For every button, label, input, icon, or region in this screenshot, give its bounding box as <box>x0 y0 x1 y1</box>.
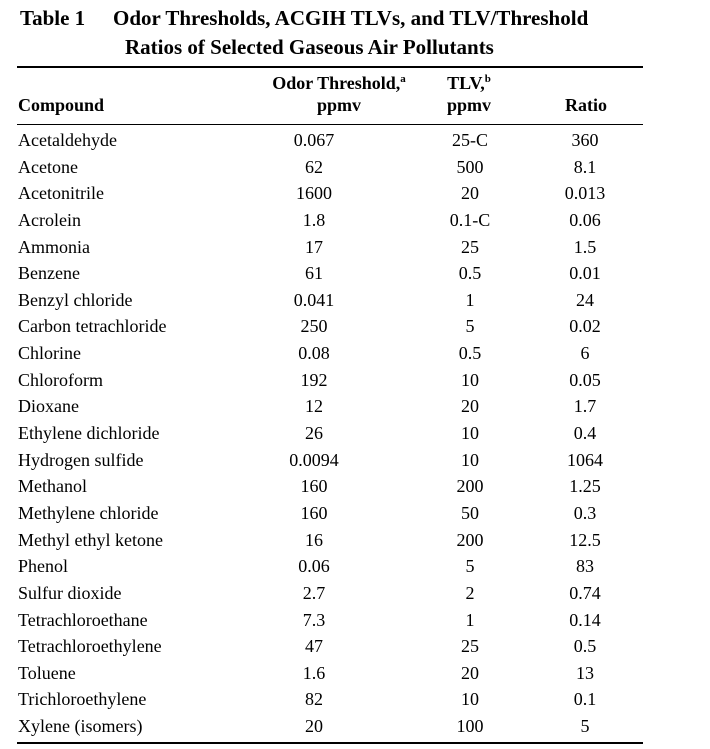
ratio-cell: 0.02 <box>569 316 601 337</box>
header-odor-threshold-unit: ppmv <box>316 95 361 115</box>
odor-threshold-cell: 12 <box>305 396 323 417</box>
ratio-cell: 0.06 <box>569 209 601 230</box>
odor-threshold-cell: 1.6 <box>302 662 326 683</box>
compound-cell: Phenol <box>18 556 69 577</box>
table-row <box>0 633 710 660</box>
ratio-cell: 0.5 <box>573 636 597 657</box>
compound-cell: Ethylene dichloride <box>18 423 160 444</box>
header-tlv-line1: TLV,$^b$ <box>447 73 491 93</box>
compound-cell: Dioxane <box>18 396 79 417</box>
ratio-cell: 0.4 <box>573 423 597 444</box>
tlv-cell: 0.1-C <box>449 209 491 230</box>
odor-threshold-cell: 160 <box>300 502 328 523</box>
table-row <box>0 340 710 367</box>
table-body <box>0 127 710 740</box>
odor-threshold-cell: 160 <box>300 476 328 497</box>
tlv-cell: 10 <box>461 689 479 710</box>
compound-cell: Benzyl chloride <box>18 289 133 310</box>
odor-threshold-cell: 17 <box>305 236 323 257</box>
odor-threshold-cell: 61 <box>305 263 323 284</box>
header-odor-threshold-line1: Odor Threshold,$^a$ <box>272 73 406 93</box>
ratio-cell: 24 <box>576 289 594 310</box>
ratio-cell: 0.74 <box>569 582 601 603</box>
ratio-cell: 1.7 <box>573 396 597 417</box>
ratio-cell: 1.5 <box>573 236 597 257</box>
compound-cell: Trichloroethylene <box>18 689 147 710</box>
tlv-cell: 10 <box>461 449 479 470</box>
ratio-cell: 1064 <box>567 449 603 470</box>
tlv-cell: 1 <box>465 609 475 630</box>
compound-cell: Hydrogen sulfide <box>18 449 144 470</box>
table-title-line1: Odor Thresholds, ACGIH TLVs, and TLV/Threshold <box>113 6 589 30</box>
odor-threshold-cell: 192 <box>300 369 328 390</box>
ratio-cell: 8.1 <box>573 156 597 177</box>
header-ratio: Ratio <box>565 95 607 115</box>
table-row <box>0 260 710 287</box>
table-row <box>0 127 710 154</box>
table-row <box>0 473 710 500</box>
compound-cell: Sulfur dioxide <box>18 582 122 603</box>
tlv-cell: 100 <box>456 716 484 737</box>
odor-threshold-cell: 20 <box>305 716 323 737</box>
odor-threshold-cell: 16 <box>305 529 323 550</box>
compound-cell: Methanol <box>18 476 87 497</box>
table-title-line2: Ratios of Selected Gaseous Air Pollutants <box>125 35 494 59</box>
header-compound: Compound <box>18 95 105 115</box>
table-row <box>0 367 710 394</box>
table-row <box>0 686 710 713</box>
compound-cell: Benzene <box>18 263 80 284</box>
footnote-marker-a: a <box>400 73 406 85</box>
ratio-cell: 13 <box>576 662 594 683</box>
tlv-cell: 0.5 <box>458 263 482 284</box>
tlv-cell: 0.5 <box>458 343 482 364</box>
table-row <box>0 287 710 314</box>
tlv-cell: 20 <box>461 662 479 683</box>
odor-threshold-cell: 82 <box>305 689 323 710</box>
tlv-cell: 200 <box>456 476 484 497</box>
ratio-cell: 0.01 <box>569 263 601 284</box>
odor-threshold-cell: 2.7 <box>302 582 326 603</box>
footnote-marker-b: b <box>484 73 491 85</box>
table-row <box>0 154 710 181</box>
odor-threshold-cell: 0.06 <box>298 556 330 577</box>
tlv-cell: 2 <box>465 582 475 603</box>
table-row <box>0 313 710 340</box>
ratio-cell: 1.25 <box>569 476 601 497</box>
table-row <box>0 420 710 447</box>
table-row <box>0 527 710 554</box>
ratio-cell: 0.3 <box>573 502 597 523</box>
table-row <box>0 207 710 234</box>
header-rule <box>17 124 643 125</box>
odor-threshold-cell: 0.041 <box>293 289 335 310</box>
ratio-cell: 0.1 <box>573 689 597 710</box>
odor-threshold-cell: 0.0094 <box>289 449 339 470</box>
tlv-cell: 20 <box>461 183 479 204</box>
compound-cell: Carbon tetrachloride <box>18 316 167 337</box>
odor-threshold-cell: 0.08 <box>298 343 330 364</box>
ratio-cell: 6 <box>580 343 590 364</box>
tlv-cell: 5 <box>465 316 475 337</box>
tlv-cell: 5 <box>465 556 475 577</box>
tlv-cell: 10 <box>461 423 479 444</box>
compound-cell: Methylene chloride <box>18 502 159 523</box>
table-row <box>0 713 710 740</box>
table-row <box>0 660 710 687</box>
ratio-cell: 0.05 <box>569 369 601 390</box>
table-row <box>0 553 710 580</box>
ratio-cell: 360 <box>571 130 599 150</box>
table-row <box>0 180 710 207</box>
compound-cell: Acetonitrile <box>18 183 104 204</box>
table-row <box>0 393 710 420</box>
bottom-rule <box>17 742 643 744</box>
odor-threshold-cell: 47 <box>305 636 323 657</box>
table-row <box>0 607 710 634</box>
compound-cell: Tetrachloroethylene <box>18 636 162 657</box>
odor-threshold-cell: 7.3 <box>302 609 326 630</box>
tlv-cell: 10 <box>461 369 479 390</box>
compound-cell: Methyl ethyl ketone <box>18 529 163 550</box>
tlv-cell: 25-C <box>452 130 488 150</box>
ratio-cell: 5 <box>580 716 590 737</box>
compound-cell: Acrolein <box>18 209 81 230</box>
tlv-cell: 25 <box>461 236 479 257</box>
tlv-cell: 1 <box>465 289 475 310</box>
odor-threshold-cell: 62 <box>305 156 323 177</box>
compound-cell: Chlorine <box>18 343 81 364</box>
compound-cell: Ammonia <box>18 236 90 257</box>
compound-cell: Tetrachloroethane <box>18 609 148 630</box>
odor-threshold-cell: 0.067 <box>293 130 335 150</box>
odor-threshold-cell: 26 <box>305 423 323 444</box>
compound-cell: Chloroform <box>18 369 103 390</box>
header-tlv <box>424 72 514 116</box>
header-tlv-unit: ppmv <box>446 95 491 115</box>
compound-cell: Toluene <box>18 662 76 683</box>
odor-threshold-cell: 1.8 <box>302 209 326 230</box>
tlv-cell: 20 <box>461 396 479 417</box>
tlv-cell: 500 <box>456 156 484 177</box>
header-odor-threshold <box>249 72 429 116</box>
ratio-cell: 83 <box>576 556 594 577</box>
odor-threshold-cell: 1600 <box>296 183 332 204</box>
table-row <box>0 580 710 607</box>
table-number: Table 1 <box>20 6 86 30</box>
tlv-cell: 200 <box>456 529 484 550</box>
compound-cell: Acetone <box>18 156 78 177</box>
table-row <box>0 500 710 527</box>
table-row <box>0 234 710 261</box>
top-rule <box>17 66 643 68</box>
odor-threshold-cell: 250 <box>300 316 328 337</box>
compound-cell: Xylene (isomers) <box>18 716 143 737</box>
ratio-cell: 0.14 <box>569 609 601 630</box>
ratio-cell: 12.5 <box>569 529 601 550</box>
tlv-cell: 50 <box>461 502 479 523</box>
tlv-cell: 25 <box>461 636 479 657</box>
compound-cell: Acetaldehyde <box>18 130 117 150</box>
table-row <box>0 447 710 474</box>
ratio-cell: 0.013 <box>564 183 606 204</box>
